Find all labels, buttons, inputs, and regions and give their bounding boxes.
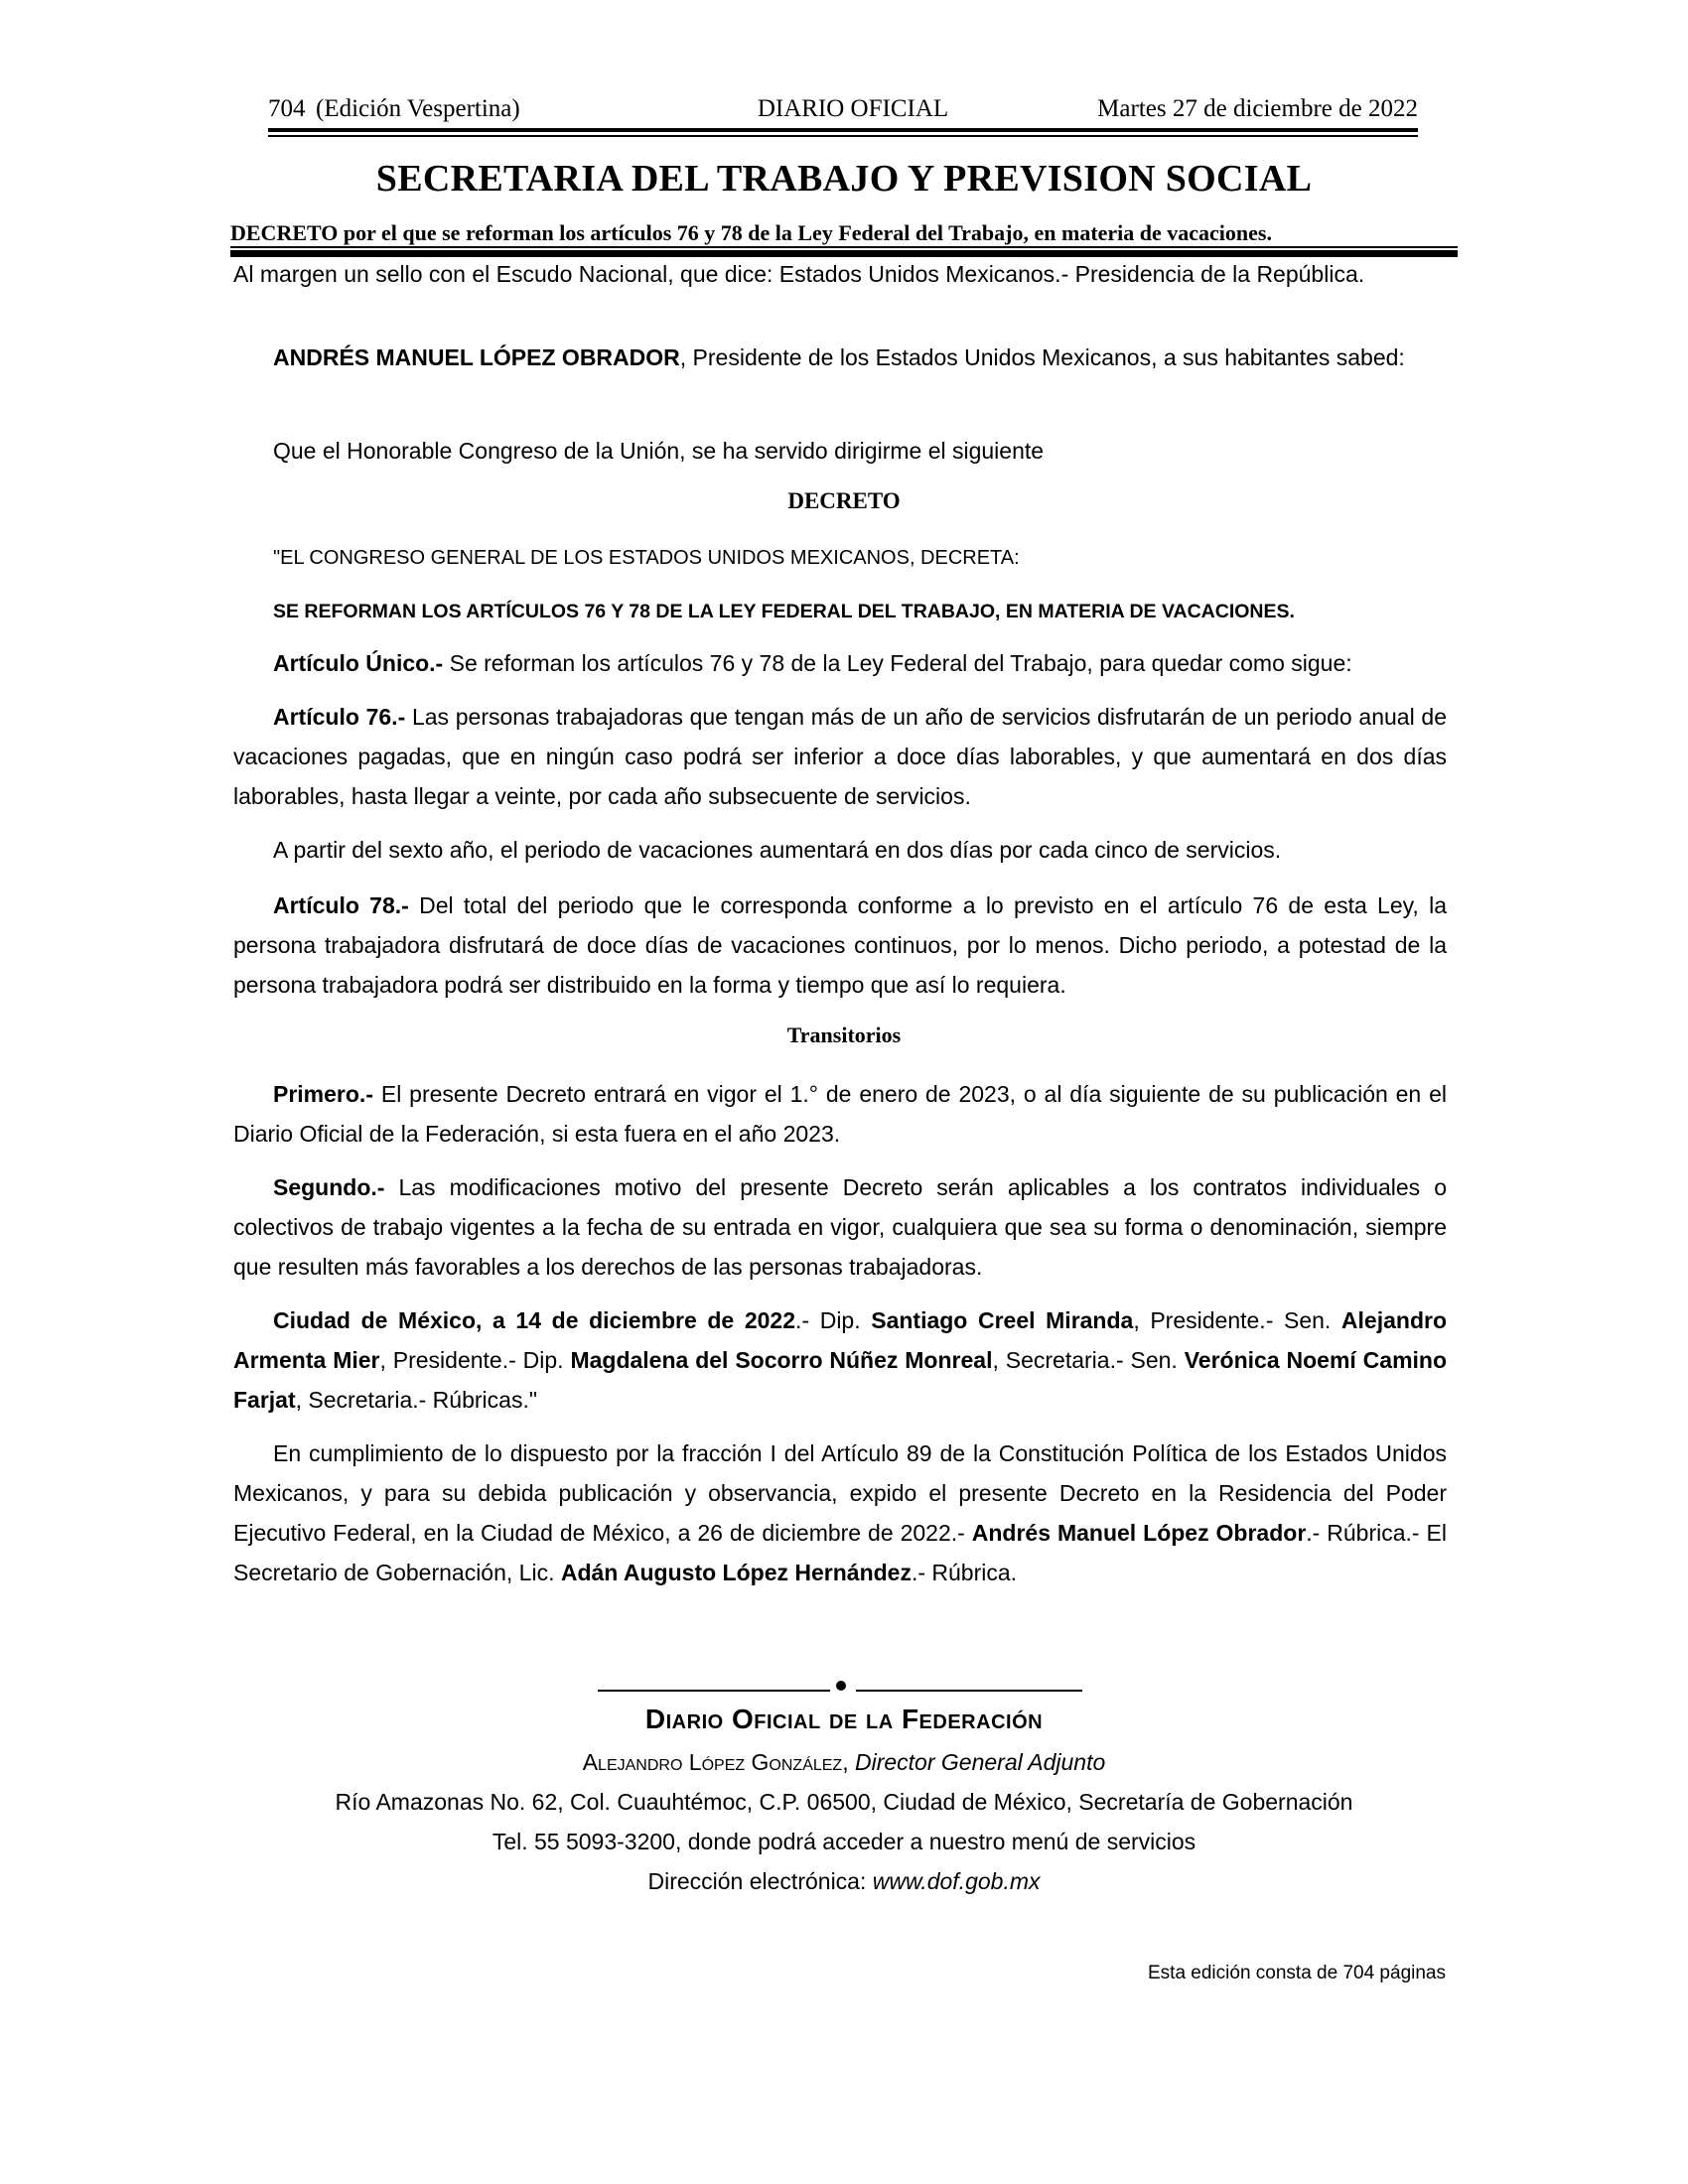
transitorio-label: Primero.- xyxy=(273,1081,373,1107)
article-unico xyxy=(233,643,1447,683)
signatory-name: Alejandro Armenta Mier xyxy=(233,1307,1447,1373)
signature-text: .- Dip. xyxy=(795,1307,872,1333)
running-header xyxy=(268,95,1418,125)
section-title: SECRETARIA DEL TRABAJO Y PREVISION SOCIAL xyxy=(375,158,1313,200)
page-count-note: Esta edición consta de 704 páginas xyxy=(1148,1963,1446,1983)
decree-heading: DECRETO xyxy=(787,488,901,513)
separator-bullet-icon xyxy=(836,1681,846,1691)
article-text: Del total del periodo que le corresponda conforme a lo previsto en el artículo 76 de esta Ley, la persona trabajadora disfrutará de doce días de vacaciones continuos, por lo menos. Dicho periodo, a potestad de la persona trabajadora podrá ser distribuido en la forma y tiempo que así lo requiera. xyxy=(233,892,1447,998)
web-label: Dirección electrónica: xyxy=(647,1868,873,1894)
signatory-name: Magdalena del Socorro Núñez Monreal xyxy=(570,1347,993,1373)
signatures-block xyxy=(233,1300,1447,1420)
article-text: Las personas trabajadoras que tengan más de un año de servicios disfrutarán de un periodo anual de vacaciones pagadas, que en ningún caso podrá ser inferior a doce días laborables, y que aumentará en dos días laborables, hasta llegar a veinte, por cada año subsecuente de servicios. xyxy=(233,704,1447,809)
colophon-director xyxy=(230,1749,1458,1776)
congress-decrees: "EL CONGRESO GENERAL DE LOS ESTADOS UNIDOS MEXICANOS, DECRETA: xyxy=(273,547,1020,569)
reform-heading: SE REFORMAN LOS ARTÍCULOS 76 Y 78 DE LA LEY FEDERAL DEL TRABAJO, EN MATERIA DE VACACIONES. xyxy=(273,601,1295,622)
promulgation xyxy=(233,1433,1447,1592)
signatory-name: Adán Augusto López Hernández xyxy=(560,1560,912,1585)
article-label: Artículo Único.- xyxy=(273,650,444,676)
colophon-publication-name: Diario Oficial de la Federación xyxy=(644,1704,1044,1734)
transitorio-primero xyxy=(233,1074,1447,1154)
signature-text: , Secretaria.- Rúbricas." xyxy=(295,1387,537,1413)
title-rule xyxy=(230,246,1458,248)
decree-title: DECRETO por el que se reforman los artículos 76 y 78 de la Ley Federal del Trabajo, en materia de vacaciones. xyxy=(230,220,1272,245)
congress-intro: Que el Honorable Congreso de la Unión, se ha servido dirigirme el siguiente xyxy=(273,438,1045,464)
separator-line xyxy=(598,1690,830,1692)
separator-line xyxy=(856,1690,1082,1692)
publication-name: DIARIO OFICIAL xyxy=(757,95,949,122)
article-76 xyxy=(233,697,1447,816)
edition-label: (Edición Vespertina) xyxy=(316,95,520,122)
president-intro-text: , Presidente de los Estados Unidos Mexicanos, a sus habitantes sabed: xyxy=(679,344,1405,370)
promulgation-text: .- Rúbrica. xyxy=(911,1560,1018,1585)
colophon-web xyxy=(230,1868,1458,1895)
colophon-phone: Tel. 55 5093-3200, donde podrá acceder a nuestro menú de servicios xyxy=(492,1829,1196,1854)
transitorio-segundo xyxy=(233,1167,1447,1287)
transitorios-heading: Transitorios xyxy=(786,1023,902,1047)
article-78 xyxy=(233,886,1447,1005)
promulgation-text: .- Rúbrica.- El Secretario de Gobernación, Lic. xyxy=(233,1520,1447,1585)
publication-date: Martes 27 de diciembre de 2022 xyxy=(1097,95,1418,122)
signature-place-date: Ciudad de México, a 14 de diciembre de 2022 xyxy=(273,1307,796,1333)
web-link[interactable]: www.dof.gob.mx xyxy=(872,1868,1041,1894)
header-rule xyxy=(268,135,1418,137)
seal-note: Al margen un sello con el Escudo Nacional, que dice: Estados Unidos Mexicanos.- Presidencia de la República. xyxy=(233,261,1365,287)
transitorio-label: Segundo.- xyxy=(273,1174,385,1200)
promulgation-text: En cumplimiento de lo dispuesto por la fracción I del Artículo 89 de la Constitución Política de los Estados Unidos Mexicanos, y para su debida publicación y observancia, expido el presente Decreto en la Residencia del Poder Ejecutivo Federal, en la Ciudad de México, a 26 de diciembre de 2022.- xyxy=(233,1440,1447,1546)
president-intro xyxy=(233,338,1447,377)
signatory-name: Andrés Manuel López Obrador xyxy=(971,1520,1307,1546)
president-name: ANDRÉS MANUEL LÓPEZ OBRADOR xyxy=(273,344,680,370)
page-number: 704 xyxy=(268,95,306,122)
article-text: Se reforman los artículos 76 y 78 de la Ley Federal del Trabajo, para quedar como sigue: xyxy=(443,650,1352,676)
transitorio-text: El presente Decreto entrará en vigor el 1.° de enero de 2023, o al día siguiente de su publicación en el Diario Oficial de la Federación, si esta fuera en el año 2023. xyxy=(233,1081,1447,1147)
signatory-name: Verónica Noemí Camino Farjat xyxy=(233,1347,1448,1413)
article-label: Artículo 78.- xyxy=(273,892,409,918)
director-name: Alejandro López González, xyxy=(582,1749,849,1775)
signature-text: , Presidente.- Dip. xyxy=(379,1347,571,1373)
transitorio-text: Las modificaciones motivo del presente Decreto serán aplicables a los contratos individuales o colectivos de trabajo vigentes a la fecha de su entrada en vigor, cualquiera que sea su forma o denominación, siempre que resulten más favorables a los derechos de las personas trabajadoras. xyxy=(233,1174,1447,1280)
signature-text: , Presidente.- Sen. xyxy=(1133,1307,1341,1333)
colophon-address: Río Amazonas No. 62, Col. Cuauhtémoc, C.P. 06500, Ciudad de México, Secretaría de Gobernación xyxy=(335,1789,1353,1815)
signatory-name: Santiago Creel Miranda xyxy=(871,1307,1134,1333)
signature-text: , Secretaria.- Sen. xyxy=(992,1347,1185,1373)
article-label: Artículo 76.- xyxy=(273,704,406,730)
header-rule xyxy=(268,128,1418,132)
title-rule xyxy=(230,250,1458,257)
article-76-paragraph-2: A partir del sexto año, el periodo de vacaciones aumentará en dos días por cada cinco de servicios. xyxy=(273,837,1282,863)
director-title: Director General Adjunto xyxy=(855,1749,1106,1775)
